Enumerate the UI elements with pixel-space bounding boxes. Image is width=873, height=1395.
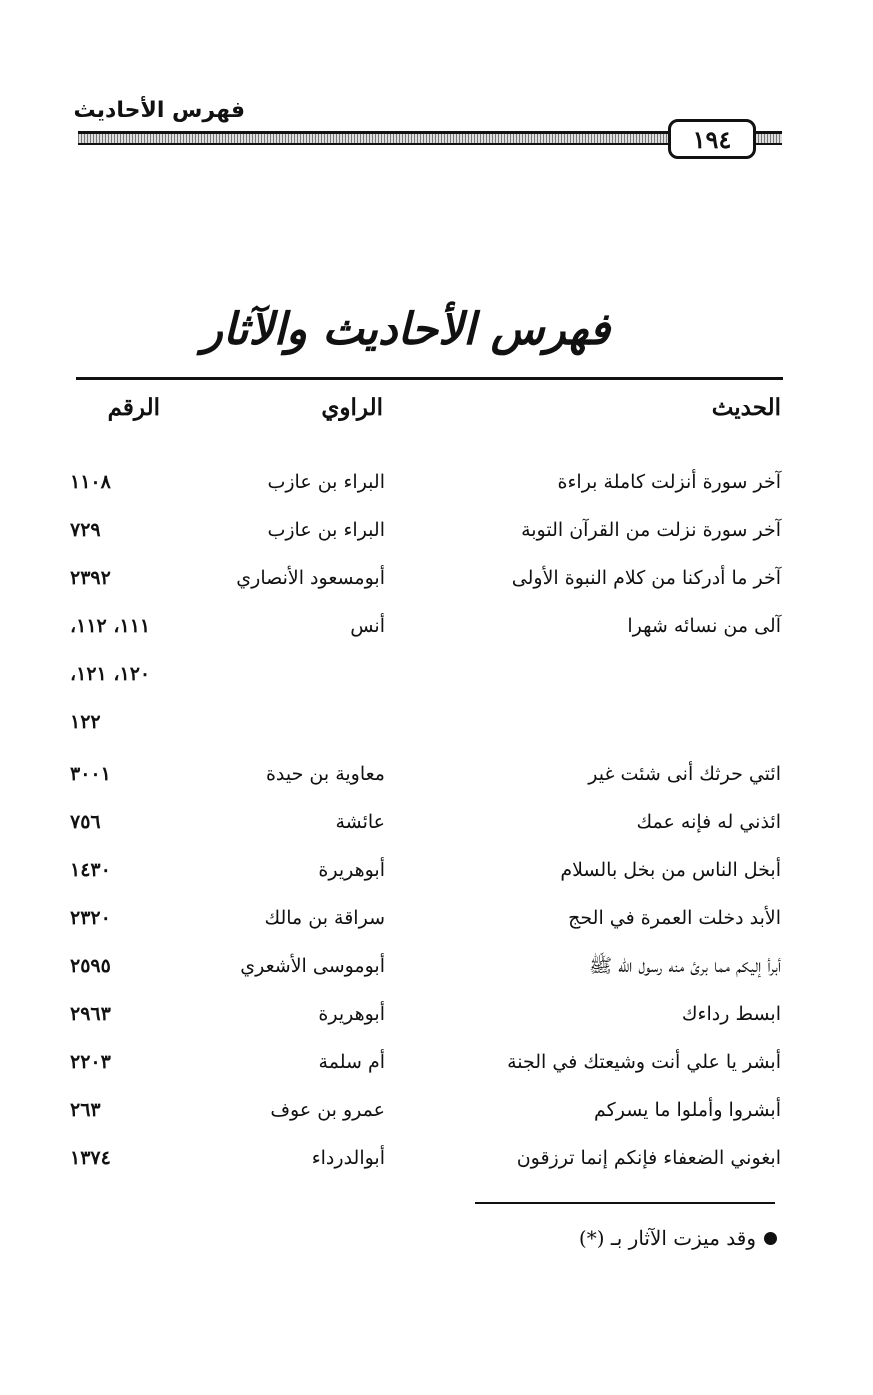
table-row <box>0 853 873 901</box>
number-cell: ٢٩٦٣ <box>70 1003 111 1025</box>
hadith-cell: ائذني له فإنه عمك <box>636 811 781 833</box>
rawi-cell: أنس <box>350 615 385 637</box>
hadith-cell: آلى من نسائه شهرا <box>627 615 781 637</box>
hadith-cell: الأبد دخلت العمرة في الحج <box>568 907 781 929</box>
hadith-cell: آخر سورة أنزلت كاملة براءة <box>557 471 781 493</box>
rawi-cell: أبوهريرة <box>318 1003 385 1025</box>
number-cell: ٣٠٠١ <box>70 763 111 785</box>
number-cell: ٢٢٠٣ <box>70 1051 111 1073</box>
rawi-cell: أبومسعود الأنصاري <box>236 567 385 589</box>
hadith-cell: ابغوني الضعفاء فإنكم إنما ترزقون <box>516 1147 781 1169</box>
hadith-cell: آخر ما أدركنا من كلام النبوة الأولى <box>511 567 781 589</box>
number-cell: ١٢٠، ١٢١، <box>70 663 151 685</box>
hadith-cell: آخر سورة نزلت من القرآن التوبة <box>521 519 781 541</box>
table-row <box>0 757 873 805</box>
bullet-icon <box>764 1232 777 1245</box>
rawi-cell: أبوالدرداء <box>311 1147 385 1169</box>
number-cell: ١٢٢ <box>70 711 101 733</box>
table-row <box>0 465 873 513</box>
number-cell: ١٣٧٤ <box>70 1147 111 1169</box>
number-cell: ٧٢٩ <box>70 519 101 541</box>
footnote <box>579 1226 777 1250</box>
number-cell: ١١١، ١١٢، <box>70 615 151 637</box>
hadith-cell: أبشروا وأملوا ما يسركم <box>594 1099 781 1121</box>
table-top-rule <box>76 377 783 380</box>
number-cell: ١١٠٨ <box>70 471 111 493</box>
number-cell: ٢٣٩٢ <box>70 567 111 589</box>
table-row <box>0 513 873 561</box>
table-row <box>0 1093 873 1141</box>
running-header-title: فهرس الأحاديث <box>73 98 245 123</box>
rawi-cell: عمرو بن عوف <box>270 1099 385 1121</box>
rawi-cell: عائشة <box>335 811 385 833</box>
footnote-text: وقد ميزت الآثار بـ (*) <box>578 1226 756 1250</box>
table-row <box>0 1045 873 1093</box>
table-row <box>0 805 873 853</box>
hadith-cell: ائتي حرثك أنى شئت غير <box>588 763 781 785</box>
number-cell: ٢٦٣ <box>70 1099 101 1121</box>
page-number: ١٩٤ <box>668 119 756 159</box>
header-rule <box>78 131 675 145</box>
number-cell: ٢٣٢٠ <box>70 907 111 929</box>
rawi-cell: معاوية بن حيدة <box>265 763 385 785</box>
rawi-cell: البراء بن عازب <box>267 519 385 541</box>
number-cell: ٧٥٦ <box>70 811 101 833</box>
column-header-number: الرقم <box>107 394 160 421</box>
rawi-cell: البراء بن عازب <box>267 471 385 493</box>
column-header-rawi: الراوي <box>321 394 383 421</box>
table-row <box>0 949 873 997</box>
number-cell: ١٤٣٠ <box>70 859 111 881</box>
hadith-cell: أبخل الناس من بخل بالسلام <box>560 859 781 881</box>
table-row <box>0 657 873 705</box>
footnote-rule <box>475 1202 775 1204</box>
header-rule-end <box>752 131 782 145</box>
hadith-cell: ابسط رداءك <box>681 1003 781 1025</box>
table-row <box>0 561 873 609</box>
hadith-cell: أبرأ إليكم مما برئ منه رسول الله ﷺ <box>589 955 781 977</box>
column-header-hadith: الحديث <box>711 394 781 421</box>
table-row <box>0 901 873 949</box>
table-row <box>0 705 873 753</box>
number-cell: ٢٥٩٥ <box>70 955 111 977</box>
rawi-cell: أم سلمة <box>318 1051 385 1073</box>
rawi-cell: أبوهريرة <box>318 859 385 881</box>
table-row <box>0 1141 873 1189</box>
rawi-cell: سراقة بن مالك <box>264 907 385 929</box>
page-title: فهرس الأحاديث والآثار <box>201 304 610 355</box>
hadith-cell: أبشر يا علي أنت وشيعتك في الجنة <box>507 1051 781 1073</box>
rawi-cell: أبوموسى الأشعري <box>240 955 385 977</box>
table-row <box>0 609 873 657</box>
table-row <box>0 997 873 1045</box>
